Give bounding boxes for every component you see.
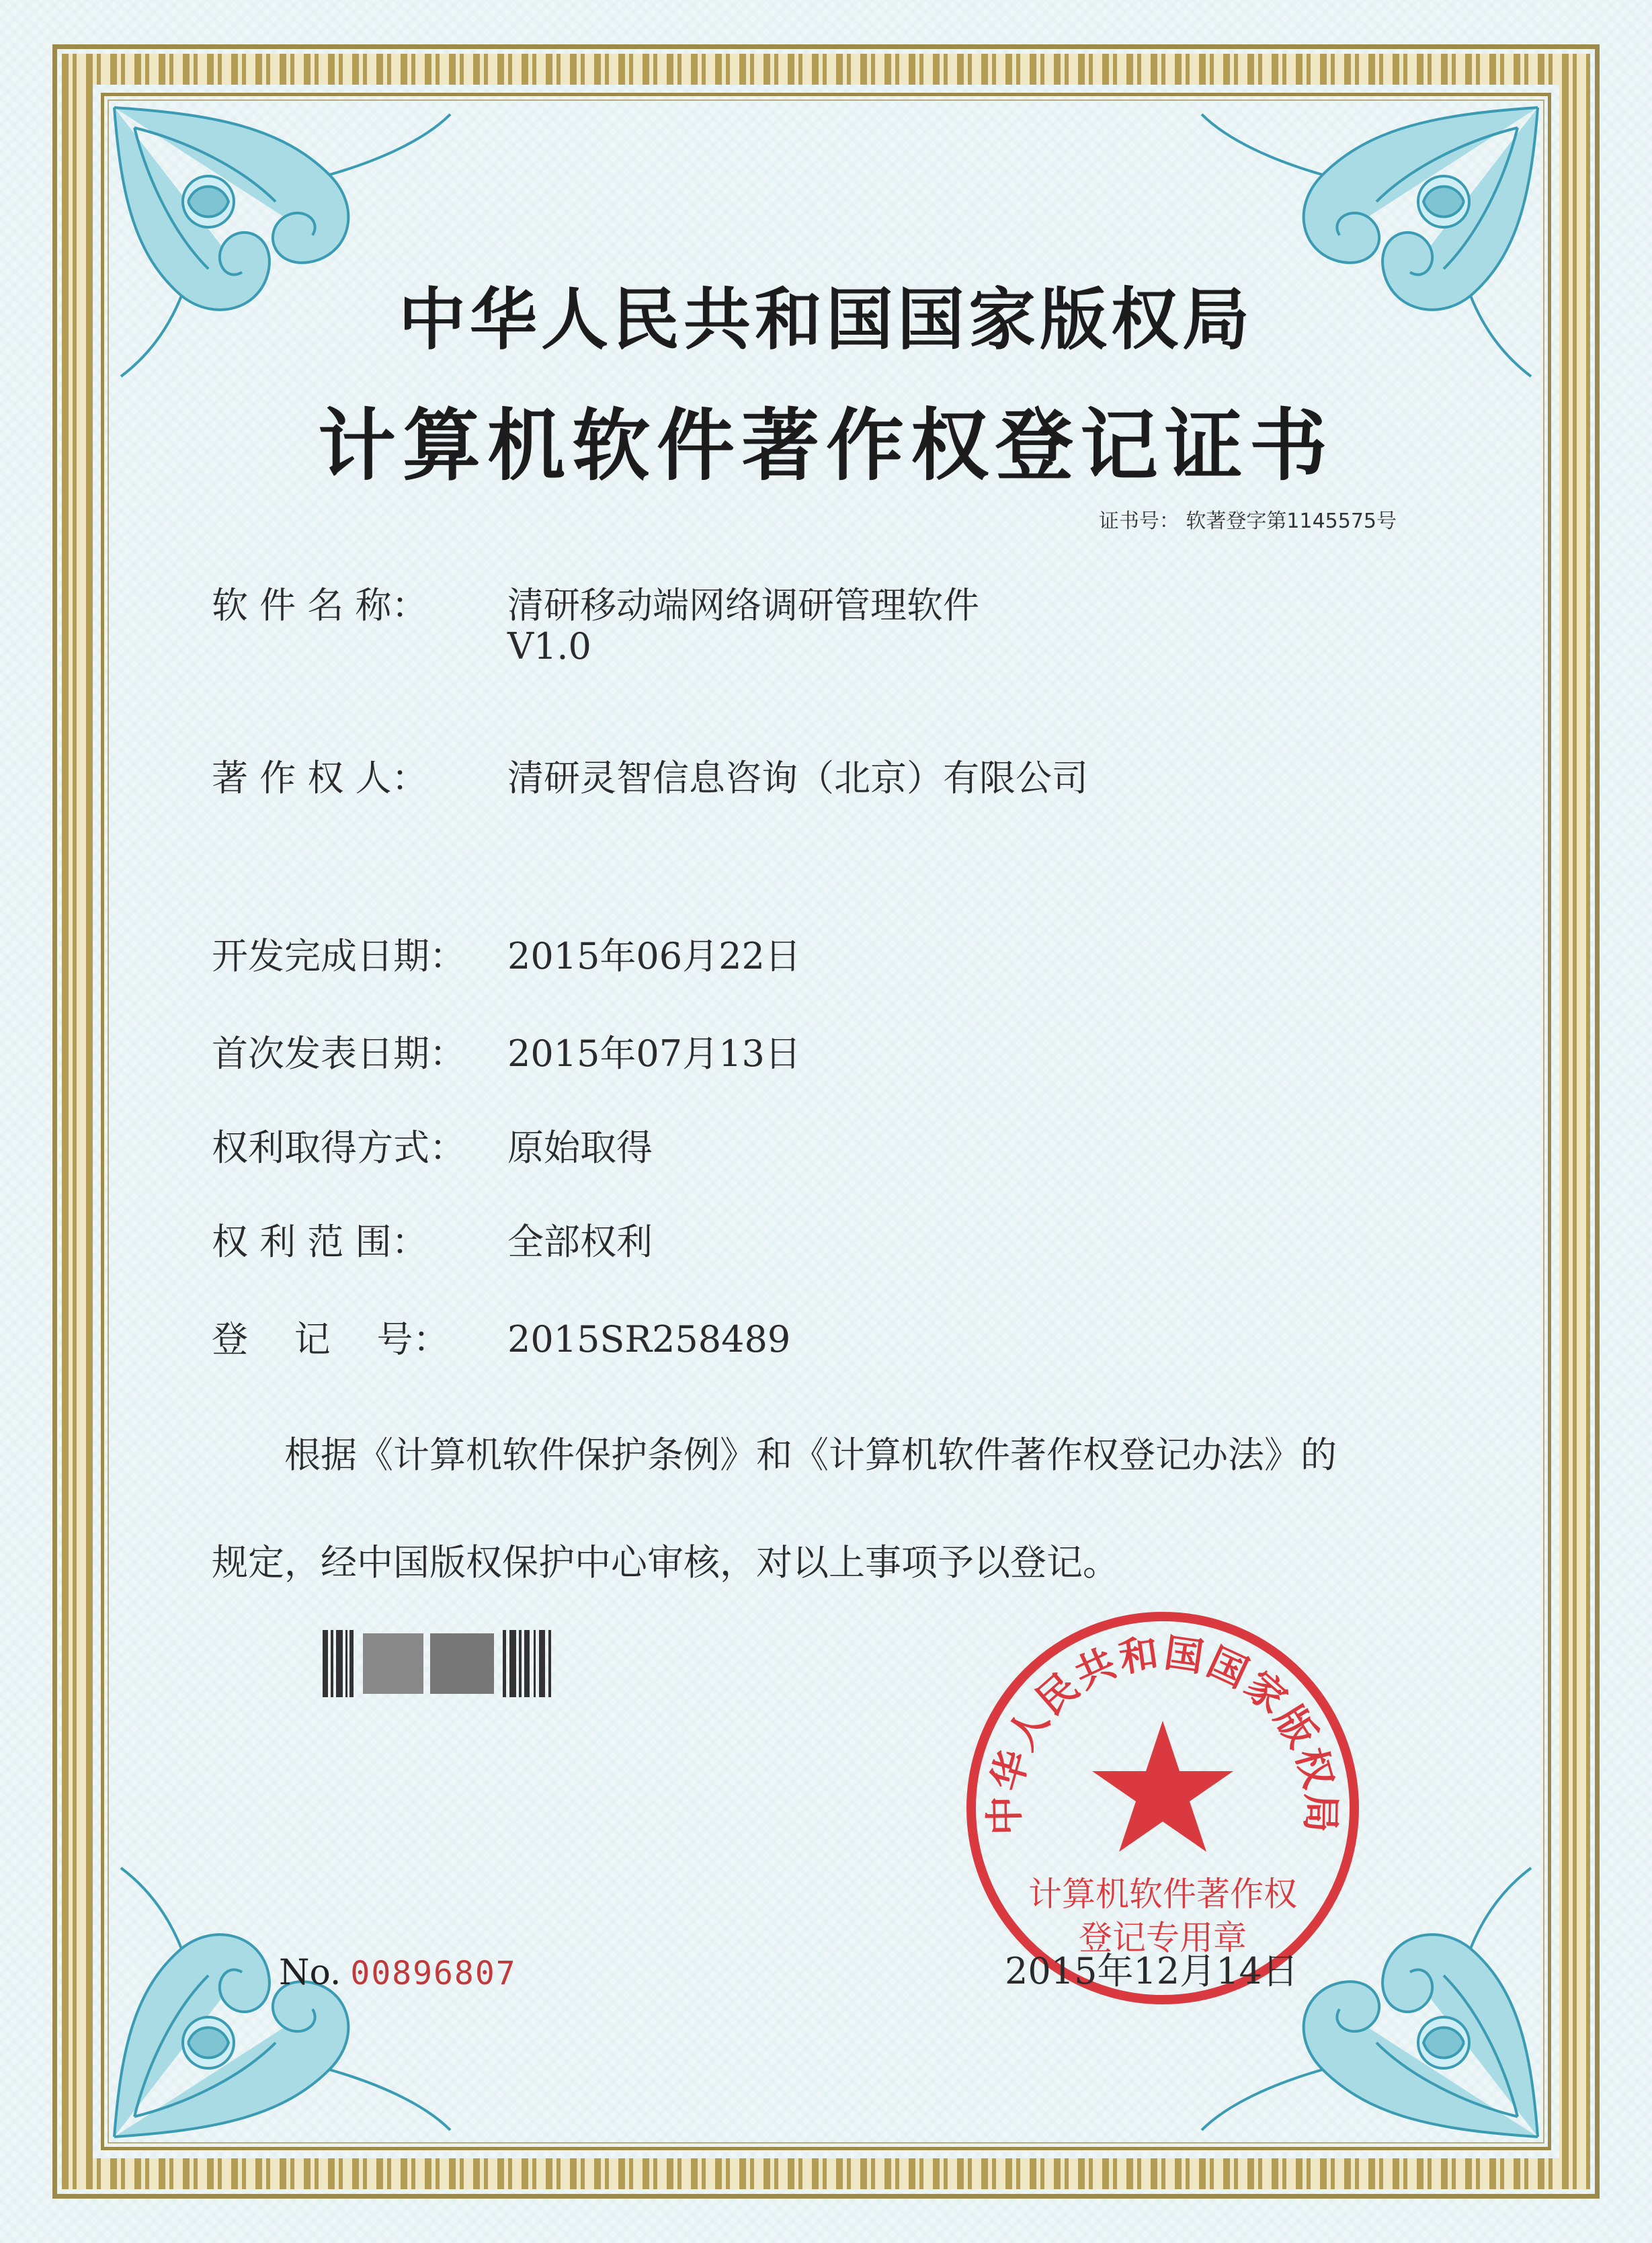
statement-line-1: 根据《计算机软件保护条例》和《计算机软件著作权登记办法》的 — [284, 1434, 1337, 1476]
seal-star-icon — [1092, 1721, 1233, 1852]
serial-number — [279, 1953, 517, 1993]
certificate-number-label: 证书号： — [1098, 509, 1180, 533]
seal-center-line-1: 计算机软件著作权 — [1028, 1875, 1297, 1914]
statement-line-2: 规定，经中国版权保护中心审核，对以上事项予以登记。 — [212, 1541, 1119, 1584]
corner-ornament-bottom-left — [108, 1861, 457, 2144]
copyright-owner-label: 著 作 权 人： — [212, 757, 428, 799]
dev-date-label: 开发完成日期： — [212, 935, 466, 977]
statement — [212, 1401, 1455, 1617]
certificate-number — [1099, 504, 1397, 534]
issuer-title: 中华人民共和国国家版权局 — [399, 280, 1253, 359]
serial-number-value: 00896807 — [350, 1955, 517, 1992]
field-dev-date — [212, 928, 801, 979]
field-registration-number — [212, 1311, 790, 1362]
rights-scope-value: 全部权利 — [507, 1221, 653, 1263]
publish-date-label: 首次发表日期： — [212, 1032, 466, 1075]
dev-date-value: 2015年06月22日 — [507, 935, 801, 977]
issue-date: 2015年12月14日 — [1005, 1950, 1298, 1992]
certificate-number-value: 软著登字第1145575号 — [1186, 509, 1397, 533]
field-copyright-owner — [212, 749, 1088, 801]
acquire-method-label: 权利取得方式： — [212, 1127, 466, 1169]
seal-ring-text: 中华人民共和国国家版权局 — [981, 1629, 1344, 1836]
field-publish-date — [212, 1025, 801, 1077]
barcode — [323, 1630, 558, 1697]
seal-center-line-2: 登记专用章 — [1079, 1918, 1247, 1957]
rights-scope-label: 权 利 范 围： — [212, 1221, 428, 1263]
registration-number-label: 登 记 号： — [212, 1318, 450, 1360]
acquire-method-value: 原始取得 — [507, 1127, 653, 1169]
field-software-name — [212, 577, 979, 628]
field-acquire-method — [212, 1119, 653, 1171]
software-version: V1.0 — [507, 625, 591, 667]
software-name-label: 软 件 名 称： — [212, 584, 428, 626]
certificate-title: 计算机软件著作权登记证书 — [318, 401, 1334, 491]
registration-number-value: 2015SR258489 — [507, 1318, 791, 1360]
copyright-owner-value: 清研灵智信息咨询（北京）有限公司 — [507, 757, 1088, 799]
publish-date-value: 2015年07月13日 — [507, 1032, 801, 1075]
software-name-value: 清研移动端网络调研管理软件 — [507, 584, 979, 626]
field-rights-scope — [212, 1213, 653, 1265]
serial-number-label: No. — [279, 1953, 341, 1993]
